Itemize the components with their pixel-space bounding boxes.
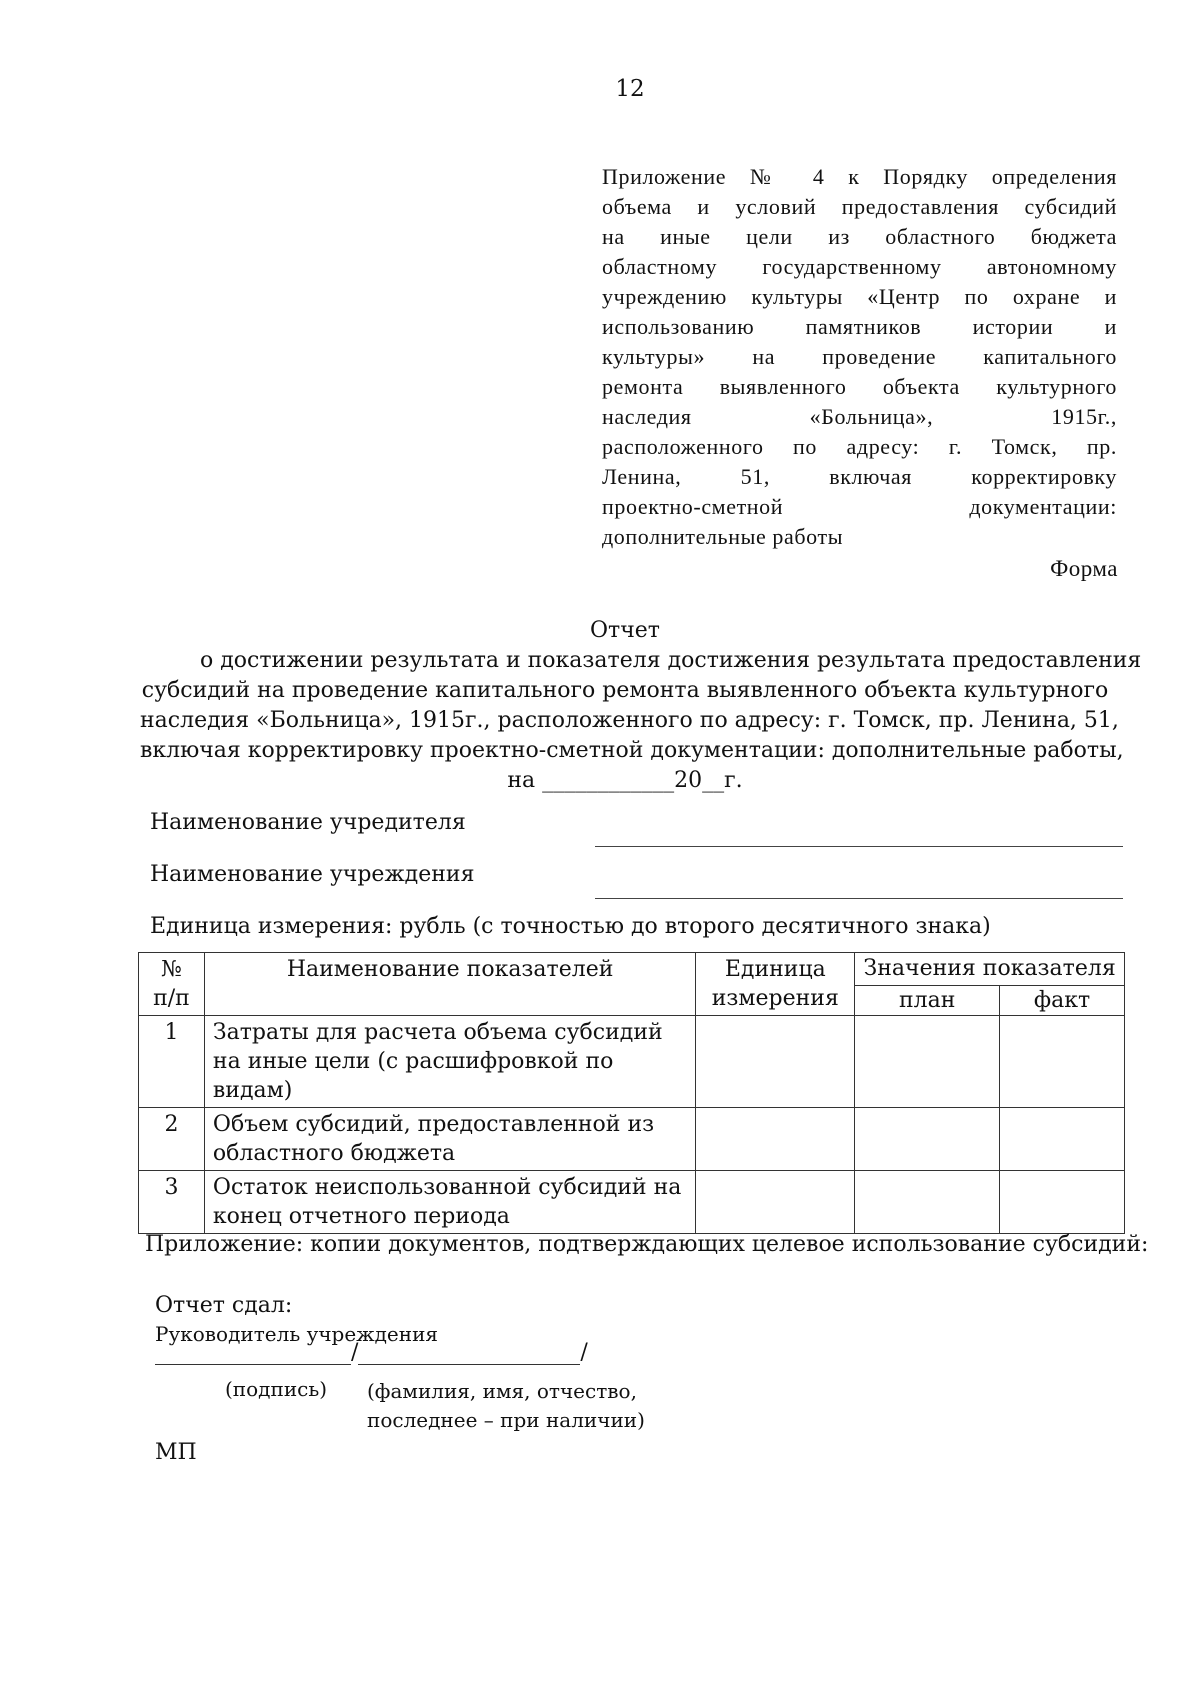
row-unit-cell[interactable] [696,1171,855,1234]
table-row [139,1171,1125,1234]
row-num: 3 [139,1171,205,1234]
row-unit-cell[interactable] [696,1108,855,1171]
founder-label: Наименование учредителя [150,810,466,835]
submitted-label: Отчет сдал: [155,1293,293,1318]
appendix-line: культуры» на проведение капитального [602,344,1117,369]
signature-caption: (подпись) [225,1377,328,1401]
report-heading: Отчет [590,618,660,643]
appendix-line: наследия «Больница», 1915г., [602,404,1117,429]
attachment-note: Приложение: копии документов, подтверждающих целевое использование субсидий: [145,1232,1149,1257]
table-header-row [139,953,1125,986]
appendix-line: учреждению культуры «Центр по охране и [602,284,1117,309]
appendix-line: Ленина, 51, включая корректировку [602,464,1117,489]
report-date-line: на ____________20__г. [507,768,743,793]
page-number: 12 [615,76,645,102]
row-name: Затраты для расчета объема субсидий на иные цели (с расшифровкой по видам) [204,1016,695,1108]
name-caption-line: последнее – при наличии) [367,1408,645,1432]
signature-input-line[interactable] [155,1342,351,1365]
report-title-line: включая корректировку проектно-сметной документации: дополнительные работы, [140,738,1124,763]
seal-mark: МП [155,1440,197,1465]
measurement-unit: Единица измерения: рубль (с точностью до второго десятичного знака) [150,914,991,939]
header-unit: Единица измерения [696,953,855,1016]
name-caption-line: (фамилия, имя, отчество, [367,1379,637,1403]
separator-slash: / [580,1340,588,1365]
institution-input-line[interactable] [595,898,1123,899]
report-title-line: субсидий на проведение капитального ремонта выявленного объекта культурного [141,678,1109,703]
header-num: № п/п [139,953,205,1016]
head-label: Руководитель учреждения [155,1322,439,1346]
appendix-line: Приложение № 4 к Порядку определения [602,164,1117,189]
row-plan-cell[interactable] [855,1108,1000,1171]
appendix-line: дополнительные работы [602,524,844,549]
signature-block [155,1290,438,1346]
row-fact-cell[interactable] [1000,1108,1125,1171]
form-label: Форма [1050,556,1118,581]
row-name: Объем субсидий, предоставленной из областного бюджета [204,1108,695,1171]
header-plan: план [855,985,1000,1015]
appendix-line: на иные цели из областного бюджета [602,224,1117,249]
report-title-line: о достижении результата и показателя достижения результата предоставления [200,648,1142,673]
row-fact-cell[interactable] [1000,1171,1125,1234]
row-plan-cell[interactable] [855,1171,1000,1234]
report-title [140,616,1142,796]
appendix-reference [602,162,1117,552]
institution-label: Наименование учреждения [150,862,475,887]
name-caption [367,1377,645,1435]
header-values: Значения показателя [855,953,1125,986]
row-plan-cell[interactable] [855,1016,1000,1108]
appendix-line: областному государственному автономному [602,254,1117,279]
appendix-line: расположенного по адресу: г. Томск, пр. [602,434,1117,459]
row-name: Остаток неиспользованной субсидий на конец отчетного периода [204,1171,695,1234]
separator-slash: / [351,1340,359,1365]
table-row [139,1016,1125,1108]
name-input-line[interactable] [358,1342,580,1365]
row-num: 2 [139,1108,205,1171]
row-fact-cell[interactable] [1000,1016,1125,1108]
signature-lines [155,1340,588,1365]
table-row [139,1108,1125,1171]
appendix-line: объема и условий предоставления субсидий [602,194,1117,219]
header-name: Наименование показателей [204,953,695,1016]
founder-input-line[interactable] [595,846,1123,847]
row-unit-cell[interactable] [696,1016,855,1108]
header-fact: факт [1000,985,1125,1015]
row-num: 1 [139,1016,205,1108]
appendix-line: ремонта выявленного объекта культурного [602,374,1117,399]
report-title-line: наследия «Больница», 1915г., расположенного по адресу: г. Томск, пр. Ленина, 51, [140,708,1119,733]
appendix-line: использованию памятников истории и [602,314,1117,339]
appendix-line: проектно-сметной документации: [602,494,1117,519]
indicators-table [138,952,1125,1234]
